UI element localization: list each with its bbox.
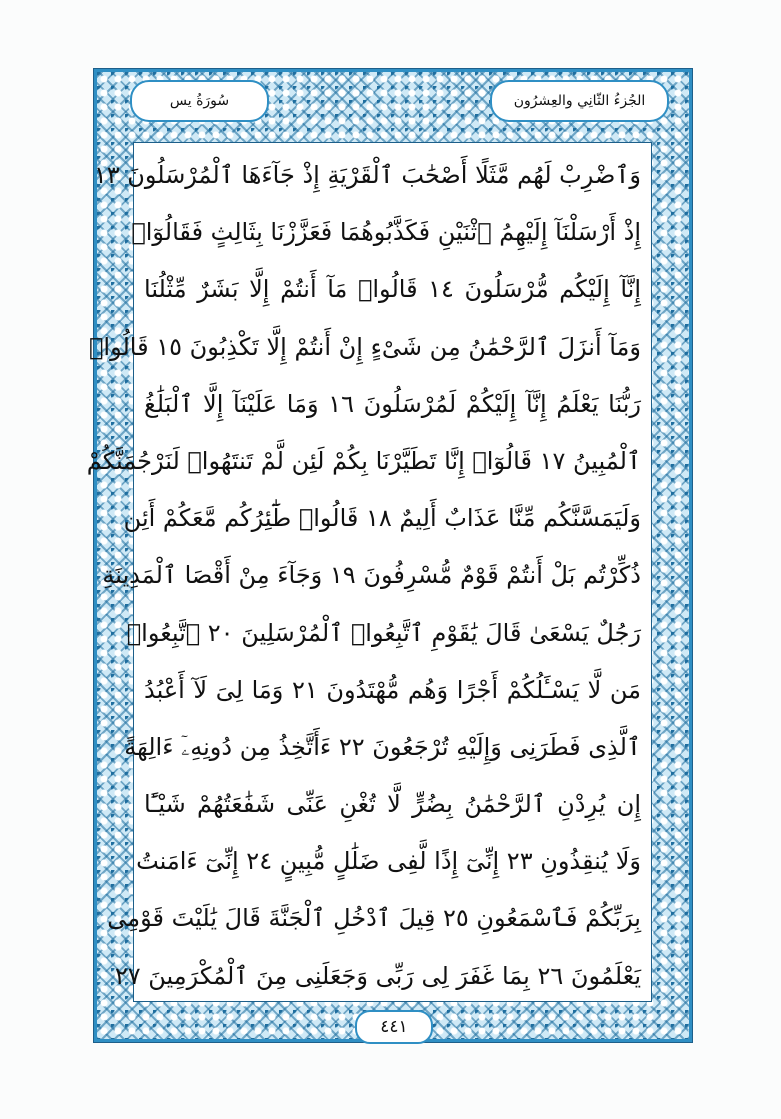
- text-line: وَٱضْرِبْ لَهُم مَّثَلًا أَصْحَٰبَ ٱلْقَرْيَةِ إِذْ جَآءَهَا ٱلْمُرْسَلُونَ ١٣: [93, 161, 641, 189]
- text-line: إِنَّآ إِلَيْكُم مُّرْسَلُونَ ١٤ قَالُوا۟ مَآ أَنتُمْ إِلَّا بَشَرٌ مِّثْلُنَا: [144, 275, 642, 304]
- text-line: بِرَبِّكُمْ فَٱسْمَعُونِ ٢٥ قِيلَ ٱدْخُلِ ٱلْجَنَّةَ قَالَ يَٰلَيْتَ قَوْمِى: [107, 904, 641, 933]
- text-line: ٱلْمُبِينُ ١٧ قَالُوٓا۟ إِنَّا تَطَيَّرْنَا بِكُمْ لَئِن لَّمْ تَنتَهُوا۟ لَنَرْجُمَنَّكُمْ: [86, 446, 641, 475]
- surah-header: [130, 80, 269, 122]
- text-line: وَلَيَمَسَّنَّكُم مِّنَّا عَذَابٌ أَلِيمٌ ١٨ قَالُوا۟ طَٰٓئِرُكُم مَّعَكُمْ أَئِن: [123, 504, 641, 533]
- text-line: إِن يُرِدْنِ ٱلرَّحْمَٰنُ بِضُرٍّ لَّا تُغْنِ عَنِّى شَفَٰعَتُهُمْ شَيْـًٔا: [144, 790, 641, 819]
- text-line: وَلَا يُنقِذُونِ ٢٣ إِنِّىٓ إِذًا لَّفِى ضَلَٰلٍ مُّبِينٍ ٢٤ إِنِّىٓ ءَامَنتُ: [136, 847, 641, 876]
- text-line: ٱلَّذِى فَطَرَنِى وَإِلَيْهِ تُرْجَعُونَ ٢٢ ءَأَتَّخِذُ مِن دُونِهِۦٓ ءَالِهَةً: [124, 732, 641, 761]
- juz-title: الجُزءُ الثّانِي والعِشرُون: [513, 93, 646, 109]
- text-line: يَعْلَمُونَ ٢٦ بِمَا غَفَرَ لِى رَبِّى وَجَعَلَنِى مِنَ ٱلْمُكْرَمِينَ ٢٧: [114, 961, 641, 990]
- text-line: مَن لَّا يَسْـَٔلُكُمْ أَجْرًا وَهُم مُّهْتَدُونَ ٢١ وَمَا لِىَ لَآ أَعْبُدُ: [144, 675, 642, 704]
- text-line: رَبُّنَا يَعْلَمُ إِنَّآ إِلَيْكُمْ لَمُرْسَلُونَ ١٦ وَمَا عَلَيْنَآ إِلَّا ٱلْبَلَٰغُ: [144, 389, 641, 418]
- page-number: [355, 1010, 433, 1044]
- quran-text-panel: [86, 142, 652, 1002]
- text-line: إِذْ أَرْسَلْنَآ إِلَيْهِمُ ٱثْنَيْنِ فَكَذَّبُوهُمَا فَعَزَّزْنَا بِثَالِثٍ فَقَالُوٓا۟: [131, 218, 641, 247]
- text-line: رَجُلٌ يَسْعَىٰ قَالَ يَٰقَوْمِ ٱتَّبِعُوا۟ ٱلْمُرْسَلِينَ ٢٠ ٱتَّبِعُوا۟: [126, 618, 641, 647]
- verse-lines: [86, 143, 651, 1001]
- surah-title: سُورَةُ يس: [169, 93, 230, 109]
- text-line: ذُكِّرْتُم بَلْ أَنتُمْ قَوْمٌ مُّسْرِفُونَ ١٩ وَجَآءَ مِنْ أَقْصَا ٱلْمَدِينَةِ: [102, 561, 641, 590]
- juz-header: [490, 80, 669, 122]
- page-number-label: ٤٤١: [380, 1017, 408, 1037]
- text-line: وَمَآ أَنزَلَ ٱلرَّحْمَٰنُ مِن شَىْءٍ إِنْ أَنتُمْ إِلَّا تَكْذِبُونَ ١٥ قَالُوا۟: [89, 332, 641, 361]
